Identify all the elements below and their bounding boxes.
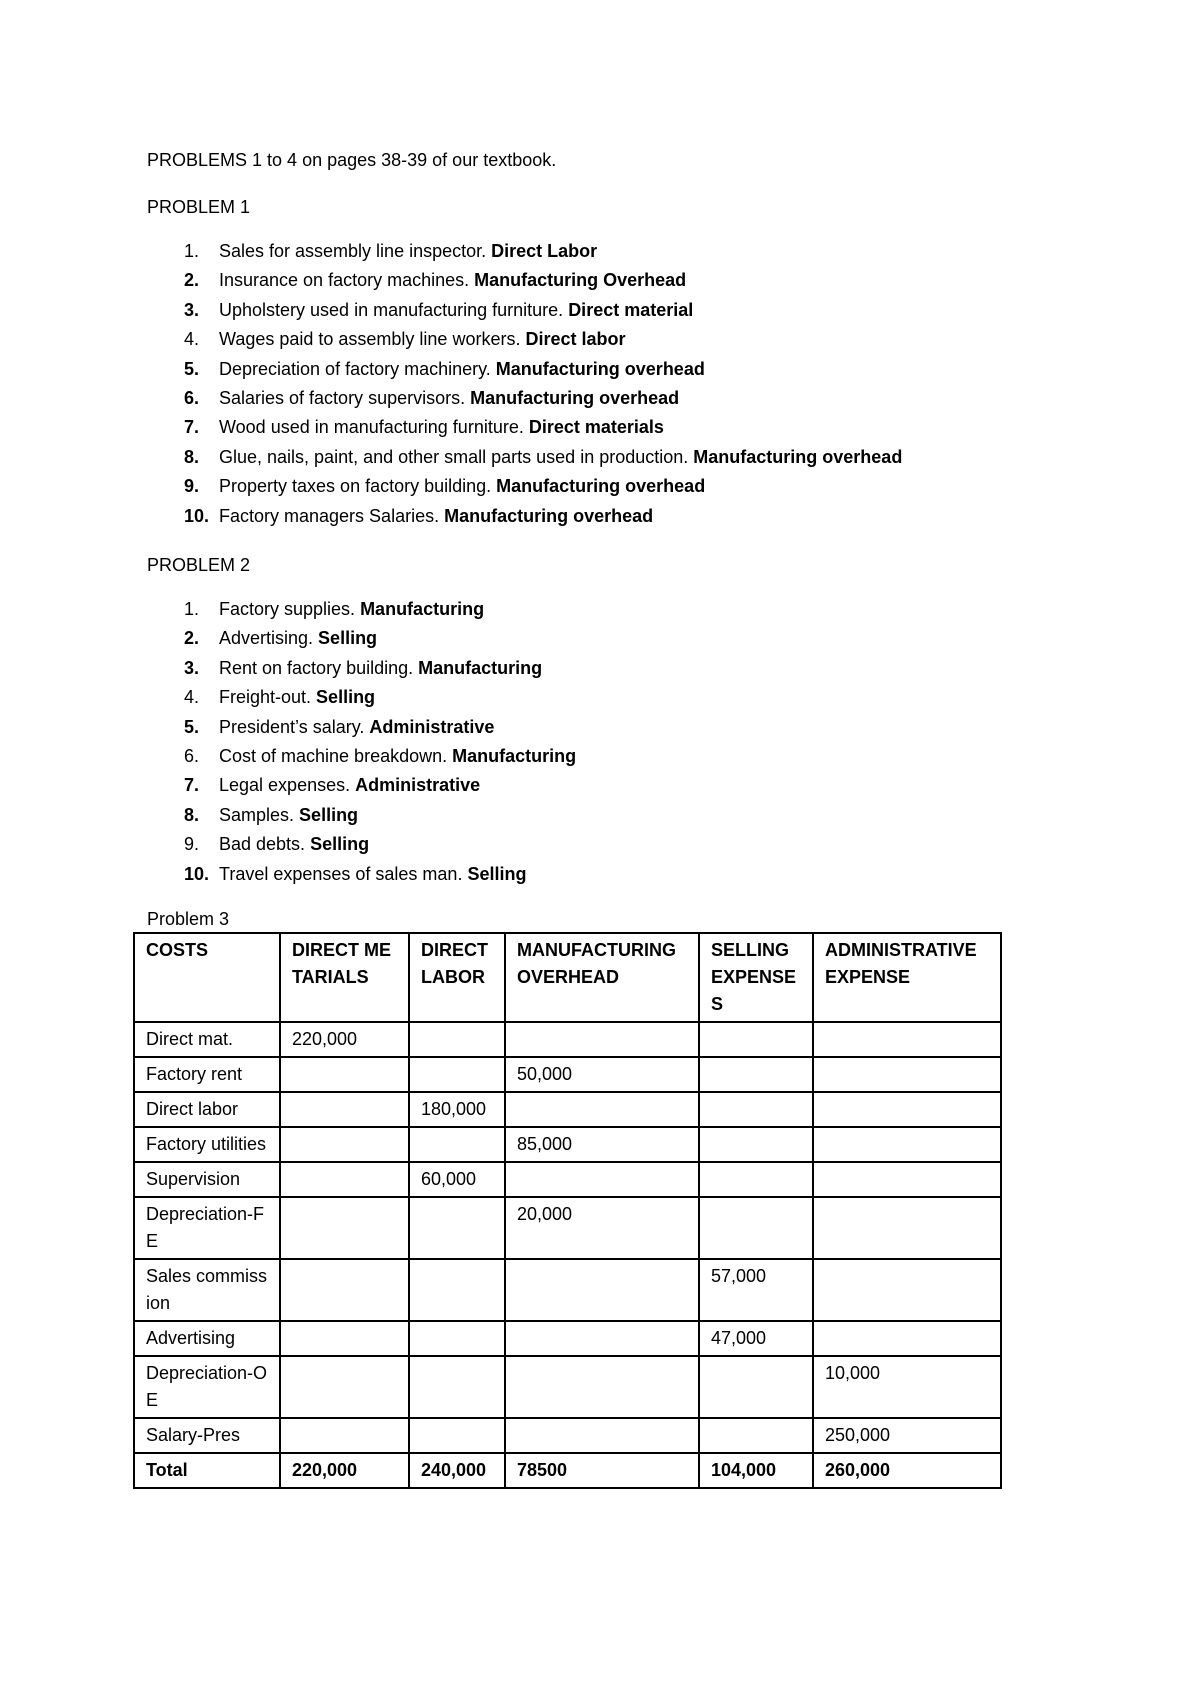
table-cell: 78500	[505, 1453, 699, 1488]
table-cell: 220,000	[280, 1453, 409, 1488]
item-text: Wood used in manufacturing furniture.	[219, 417, 529, 438]
table-cell	[409, 1259, 505, 1321]
table-cell	[505, 1162, 699, 1197]
list-item	[147, 299, 902, 328]
column-header: SELLING EXPENSES	[699, 933, 813, 1022]
table-cell: Depreciation-FE	[134, 1197, 280, 1259]
list-item	[147, 686, 576, 715]
table-cell	[813, 1092, 1001, 1127]
list-item	[147, 627, 576, 656]
table-cell: 60,000	[409, 1162, 505, 1197]
table-cell	[505, 1321, 699, 1356]
table-row	[134, 1356, 1001, 1418]
list-item	[147, 833, 576, 862]
table-row	[134, 1259, 1001, 1321]
item-number: 10.	[184, 863, 210, 884]
item-number: 6.	[184, 387, 200, 408]
list-item	[147, 745, 576, 774]
table-row	[134, 1418, 1001, 1453]
table-row	[134, 1197, 1001, 1259]
table-cell	[280, 1259, 409, 1321]
list-item	[147, 657, 576, 686]
item-text: Factory supplies.	[219, 599, 361, 619]
item-text: Property taxes on factory building.	[219, 476, 497, 497]
list-item	[147, 505, 902, 534]
table-cell	[280, 1418, 409, 1453]
problem-1-heading: PROBLEM 1	[147, 197, 251, 217]
item-answer: Selling	[310, 834, 370, 855]
table-cell	[280, 1057, 409, 1092]
table-cell	[813, 1321, 1001, 1356]
table-cell	[409, 1197, 505, 1259]
column-header: DIRECT LABOR	[409, 933, 505, 1022]
item-text: Depreciation of factory machinery.	[219, 358, 496, 379]
table-cell	[813, 1022, 1001, 1057]
item-number: 10.	[184, 505, 210, 526]
item-answer: Manufacturing overhead	[693, 446, 903, 467]
item-text: Sales for assembly line inspector.	[219, 241, 492, 261]
table-row	[134, 1022, 1001, 1057]
item-answer: Manufacturing overhead	[444, 505, 654, 526]
item-number: 5.	[184, 716, 200, 737]
item-text: Factory managers Salaries.	[219, 505, 445, 526]
item-answer: Direct materials	[528, 417, 664, 438]
table-cell	[813, 1057, 1001, 1092]
table-cell	[699, 1022, 813, 1057]
cost-classification-table	[133, 932, 1002, 1489]
item-answer: Selling	[316, 687, 376, 708]
table-cell: Total	[134, 1453, 280, 1488]
item-number: 5.	[184, 358, 200, 379]
item-text: Insurance on factory machines.	[219, 270, 475, 291]
table-cell	[813, 1127, 1001, 1162]
item-answer: Manufacturing overhead	[495, 358, 705, 379]
table-cell: Direct labor	[134, 1092, 280, 1127]
table-header-row	[134, 933, 1001, 1022]
table-cell: 240,000	[409, 1453, 505, 1488]
item-answer: Manufacturing overhead	[470, 387, 680, 408]
column-header: DIRECT METARIALS	[280, 933, 409, 1022]
item-number: 8.	[184, 446, 200, 467]
item-answer: Selling	[467, 863, 527, 884]
item-number: 7.	[184, 417, 200, 438]
table-cell	[409, 1356, 505, 1418]
item-answer: Manufacturing Overhead	[474, 270, 687, 291]
item-text: Rent on factory building.	[219, 657, 419, 678]
table-cell	[699, 1197, 813, 1259]
item-number: 9.	[184, 834, 200, 855]
table-cell: 260,000	[813, 1453, 1001, 1488]
table-cell	[699, 1092, 813, 1127]
table-cell: 250,000	[813, 1418, 1001, 1453]
list-item	[147, 358, 902, 387]
table-cell: 85,000	[505, 1127, 699, 1162]
item-text: Wages paid to assembly line workers.	[219, 329, 526, 350]
column-header: ADMINISTRATIVE EXPENSE	[813, 933, 1001, 1022]
item-text: Salaries of factory supervisors.	[219, 387, 471, 408]
list-item	[147, 269, 902, 298]
table-cell	[699, 1162, 813, 1197]
problem-2-heading: PROBLEM 2	[147, 555, 251, 575]
item-text: Glue, nails, paint, and other small parts used in production.	[219, 446, 694, 467]
table-cell	[409, 1321, 505, 1356]
table-cell: Factory utilities	[134, 1127, 280, 1162]
item-text: Legal expenses.	[219, 775, 356, 796]
table-cell: Depreciation-OE	[134, 1356, 280, 1418]
item-answer: Administrative	[369, 716, 495, 737]
item-answer: Administrative	[355, 775, 481, 796]
list-item	[147, 863, 576, 892]
table-row	[134, 1321, 1001, 1356]
table-cell	[280, 1356, 409, 1418]
item-answer: Direct material	[568, 299, 694, 320]
list-item	[147, 328, 902, 357]
table-total-row	[134, 1453, 1001, 1488]
table-cell	[280, 1197, 409, 1259]
table-cell	[699, 1418, 813, 1453]
problem-3-heading: Problem 3	[147, 909, 230, 929]
item-text: Cost of machine breakdown.	[219, 745, 453, 766]
item-text: Advertising.	[219, 628, 319, 649]
item-number: 7.	[184, 775, 200, 796]
table-cell: Advertising	[134, 1321, 280, 1356]
item-text: Samples.	[219, 804, 300, 825]
item-number: 8.	[184, 804, 200, 825]
table-cell: Factory rent	[134, 1057, 280, 1092]
table-cell: 10,000	[813, 1356, 1001, 1418]
table-cell	[409, 1418, 505, 1453]
list-item	[147, 716, 576, 745]
table-cell	[280, 1092, 409, 1127]
table-cell	[280, 1321, 409, 1356]
table-row	[134, 1127, 1001, 1162]
table-cell	[699, 1356, 813, 1418]
table-cell	[409, 1022, 505, 1057]
table-cell	[409, 1057, 505, 1092]
item-answer: Direct labor	[525, 329, 626, 350]
table-cell	[505, 1418, 699, 1453]
table-cell	[505, 1022, 699, 1057]
list-item	[147, 446, 902, 475]
item-text: Upholstery used in manufacturing furniture.	[219, 299, 569, 320]
list-item	[147, 240, 902, 269]
table-cell: 47,000	[699, 1321, 813, 1356]
item-number: 2.	[184, 628, 200, 649]
item-number: 1.	[184, 599, 200, 619]
item-number: 3.	[184, 299, 200, 320]
list-item	[147, 387, 902, 416]
item-text: Travel expenses of sales man.	[219, 863, 468, 884]
item-answer: Selling	[318, 628, 378, 649]
table-cell	[280, 1162, 409, 1197]
item-number: 3.	[184, 657, 200, 678]
table-cell: 50,000	[505, 1057, 699, 1092]
table-cell: 20,000	[505, 1197, 699, 1259]
item-number: 6.	[184, 745, 200, 766]
table-cell	[699, 1127, 813, 1162]
item-number: 4.	[184, 687, 200, 708]
intro-text: PROBLEMS 1 to 4 on pages 38-39 of our textbook.	[147, 150, 557, 170]
column-header: MANUFACTURING OVERHEAD	[505, 933, 699, 1022]
table-cell: Supervision	[134, 1162, 280, 1197]
table-cell	[699, 1057, 813, 1092]
table-row	[134, 1057, 1001, 1092]
list-item	[147, 416, 902, 445]
table-row	[134, 1092, 1001, 1127]
item-number: 1.	[184, 241, 200, 261]
item-answer: Manufacturing overhead	[496, 476, 706, 497]
table-cell	[813, 1162, 1001, 1197]
item-answer: Manufacturing	[360, 599, 485, 619]
list-item	[147, 598, 576, 627]
table-cell: 57,000	[699, 1259, 813, 1321]
item-number: 9.	[184, 476, 200, 497]
column-header: COSTS	[134, 933, 280, 1022]
item-number: 4.	[184, 329, 200, 350]
item-answer: Manufacturing	[418, 657, 543, 678]
item-text: Bad debts.	[219, 834, 311, 855]
table-row	[134, 1162, 1001, 1197]
item-answer: Manufacturing	[452, 745, 577, 766]
table-cell: Direct mat.	[134, 1022, 280, 1057]
table-cell: 104,000	[699, 1453, 813, 1488]
table-cell: 180,000	[409, 1092, 505, 1127]
item-text: President’s salary.	[219, 716, 370, 737]
table-cell	[505, 1259, 699, 1321]
table-cell	[409, 1127, 505, 1162]
list-item	[147, 475, 902, 504]
table-cell	[505, 1356, 699, 1418]
item-number: 2.	[184, 270, 200, 291]
table-cell	[813, 1259, 1001, 1321]
list-item	[147, 804, 576, 833]
item-answer: Selling	[299, 804, 359, 825]
table-cell: Sales commission	[134, 1259, 280, 1321]
problem-1-list	[147, 240, 902, 534]
item-answer: Direct Labor	[491, 241, 598, 261]
table-cell	[280, 1127, 409, 1162]
list-item	[147, 774, 576, 803]
table-cell	[505, 1092, 699, 1127]
table-cell: 220,000	[280, 1022, 409, 1057]
table-cell	[813, 1197, 1001, 1259]
table-cell: Salary-Pres	[134, 1418, 280, 1453]
problem-2-list	[147, 598, 576, 892]
item-text: Freight-out.	[219, 687, 317, 708]
